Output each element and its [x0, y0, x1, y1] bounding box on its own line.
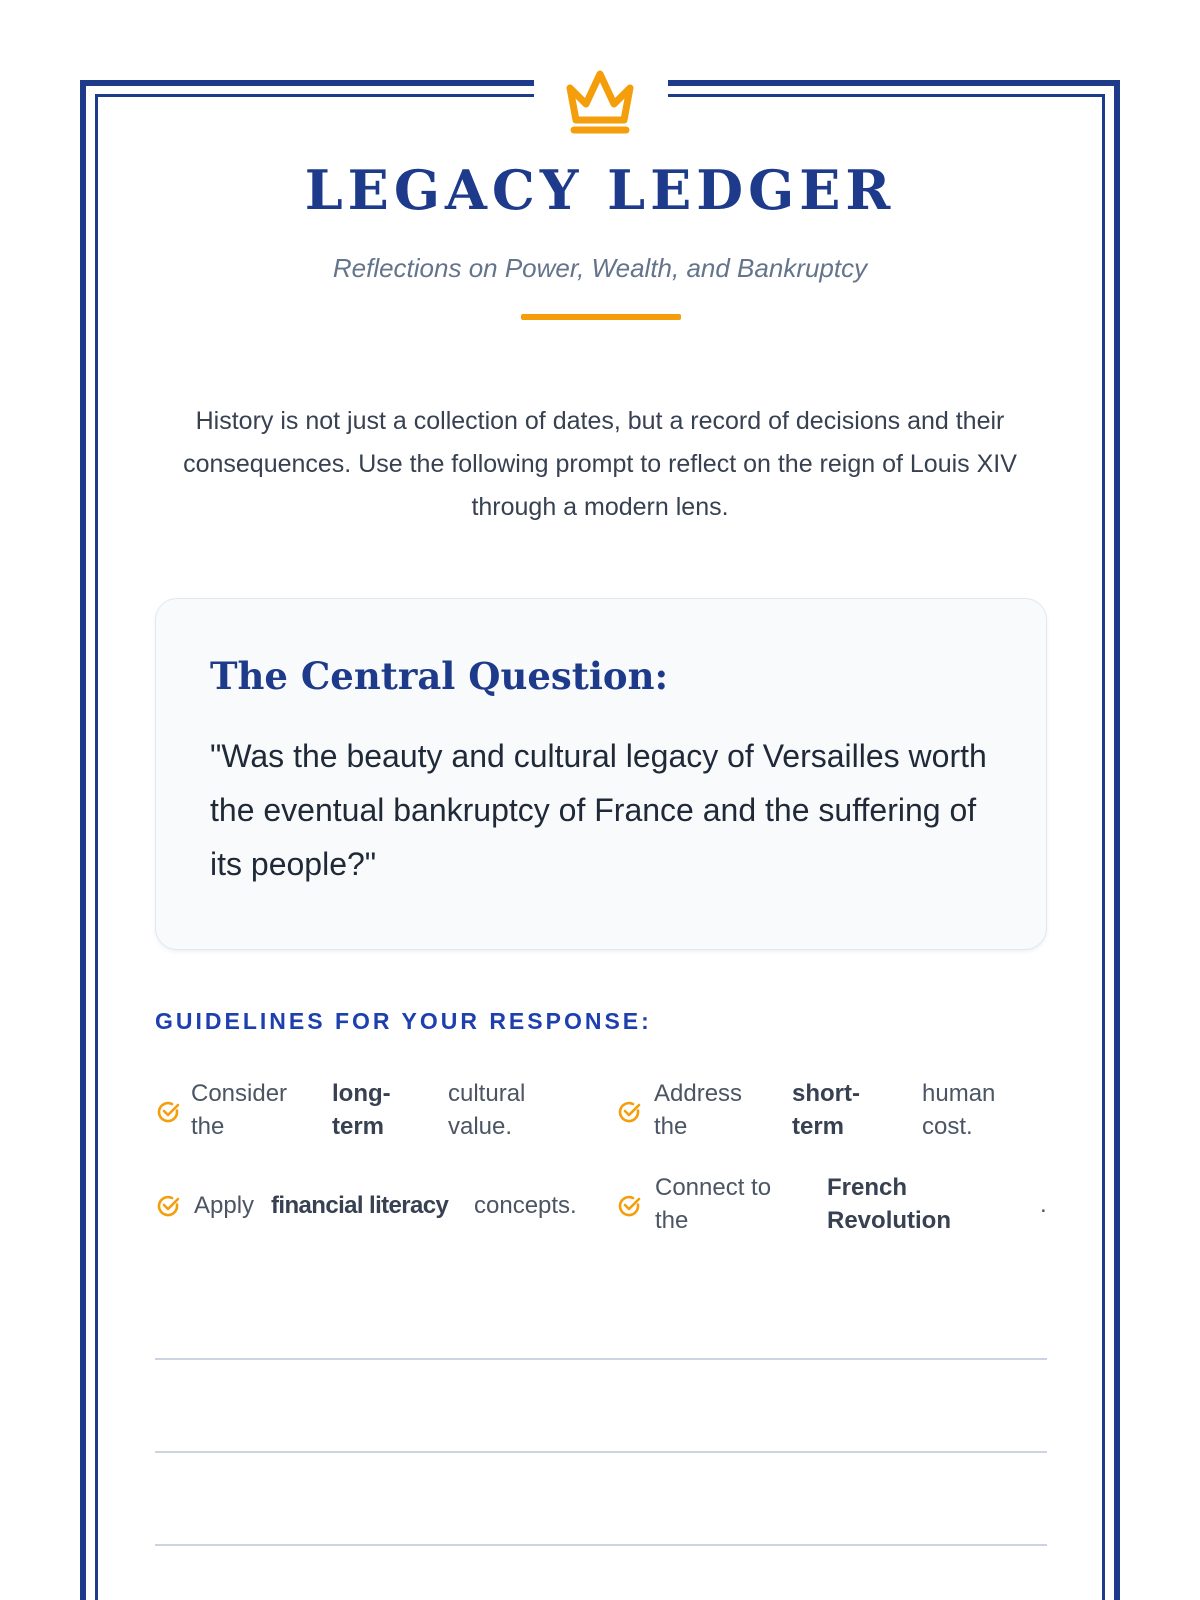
- guidelines-heading: GUIDELINES FOR YOUR RESPONSE:: [155, 1008, 652, 1034]
- title-divider: [521, 314, 681, 320]
- guideline-item-french-revolution: [616, 1171, 1056, 1241]
- guideline-emphasis: financial literacy: [271, 1192, 449, 1219]
- guideline-text: Consider the: [191, 1080, 288, 1140]
- answer-line: [155, 1544, 1047, 1546]
- guideline-text: human cost.: [922, 1080, 996, 1140]
- page-subtitle: Reflections on Power, Wealth, and Bankruptcy: [332, 253, 868, 283]
- check-circle-icon: [616, 1193, 642, 1219]
- question-text: "Was the beauty and cultural legacy of Versailles worth the eventual bankruptcy of France and the suffering of its people?": [210, 738, 987, 882]
- guideline-item-financial-literacy: [155, 1188, 595, 1224]
- answer-line: [155, 1358, 1047, 1360]
- guideline-text: Address the: [654, 1080, 743, 1140]
- guideline-text: Apply: [194, 1192, 255, 1219]
- guideline-emphasis: long-term: [332, 1080, 391, 1140]
- guideline-text: concepts.: [474, 1192, 577, 1219]
- page-title: LEGACY LEDGER: [304, 158, 896, 222]
- check-circle-icon: [155, 1099, 181, 1125]
- guideline-emphasis: French Revolution: [827, 1174, 951, 1234]
- guideline-emphasis: short-term: [792, 1080, 860, 1140]
- guideline-item-long-term: [155, 1077, 585, 1147]
- guideline-item-short-term: [616, 1077, 1046, 1147]
- check-circle-icon: [616, 1099, 642, 1125]
- question-card: [155, 598, 1047, 950]
- guideline-text: Connect to the: [655, 1174, 772, 1234]
- intro-paragraph: History is not just a collection of dates, but a record of decisions and their consequences. Use the following prompt to reflect on the reign of Louis XIV through a modern lens.: [183, 407, 1017, 521]
- check-circle-icon: [155, 1193, 181, 1219]
- question-heading: The Central Question:: [210, 654, 669, 698]
- guideline-text: cultural value.: [448, 1080, 526, 1140]
- answer-line: [155, 1451, 1047, 1453]
- crown-icon: [562, 66, 638, 136]
- guideline-text: .: [1040, 1191, 1047, 1218]
